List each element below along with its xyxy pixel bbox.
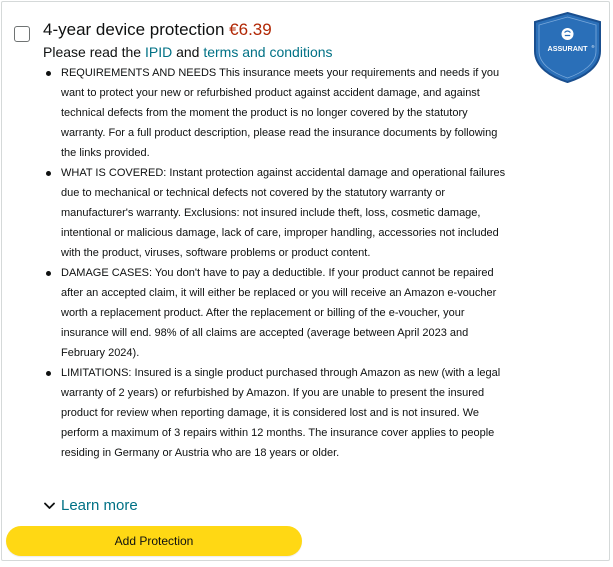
terms-link[interactable]: terms and conditions: [203, 44, 333, 60]
protection-title: [43, 19, 272, 41]
documents-line: [43, 42, 333, 62]
bullet-limitations: LIMITATIONS: Insured is a single product purchased through Amazon as new (with a legal warranty of 2 years) or refurbished by Amazon. If you are unable to present the insured product for review when reporting damage, it is considered lost and is not insured. We perform a maximum of 3 repairs within 12 months. The insurance cover applies to people residing in Germany or Austria who are 18 years or older.: [35, 363, 515, 463]
and-word: and: [176, 44, 200, 60]
protection-price: €6.39: [229, 20, 272, 39]
coverage-details-list: [35, 63, 515, 463]
bullet-requirements: REQUIREMENTS AND NEEDS This insurance meets your requirements and needs if you want to protect your new or refurbished product against accident damage, and against technical defects from the moment the product is no longer covered by the statutory warranty. For a full product description, please read the insurance documents by following the links provided.: [35, 63, 515, 163]
protection-checkbox[interactable]: [14, 26, 30, 42]
protection-card: [1, 1, 610, 561]
protection-title-text: 4-year device protection: [43, 20, 225, 39]
ipid-link[interactable]: IPID: [144, 44, 173, 60]
badge-brand-text: ASSURANT: [547, 44, 588, 53]
bullet-what-is-covered: WHAT IS COVERED: Instant protection against accidental damage and operational failures due to mechanical or technical defects not covered by the statutory warranty or manufacturer's warranty. Exclusions: not insured include theft, loss, cosmetic damage, intentional or malicious damage, lack of care, improper handling, accessories not included with the product, viruses, software problems or product content.: [35, 163, 515, 263]
badge-trademark: ®: [591, 44, 595, 49]
read-prefix: Please read the: [43, 44, 142, 60]
bullet-damage-cases: DAMAGE CASES: You don't have to pay a deductible. If your product cannot be repaired after an accepted claim, it will either be replaced or you will receive an Amazon e-voucher worth a replacement product. After the replacement or billing of the e-voucher, your insurance will end. 98% of all claims are accepted (average between April 2023 and February 2024).: [35, 263, 515, 363]
learn-more-label: Learn more: [61, 497, 138, 514]
chevron-down-icon: [44, 502, 55, 510]
assurant-shield-icon: [532, 11, 603, 84]
add-protection-button[interactable]: Add Protection: [6, 526, 302, 556]
learn-more-toggle[interactable]: [44, 496, 138, 516]
